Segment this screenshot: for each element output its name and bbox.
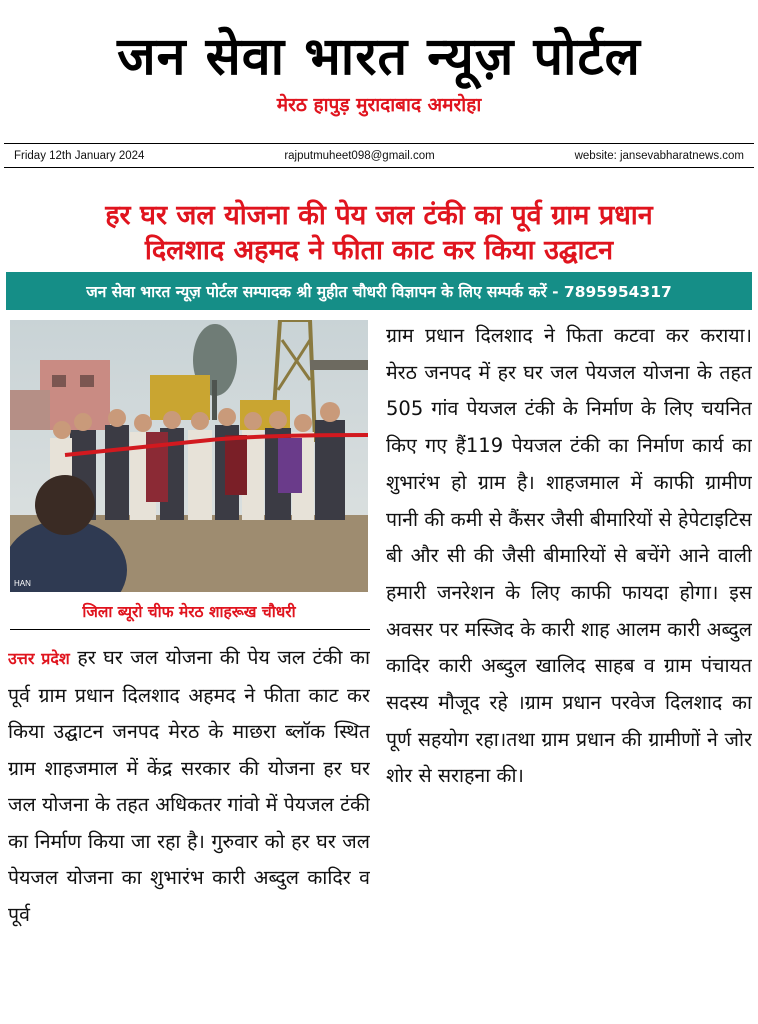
column-divider [10, 629, 370, 630]
headline-line-2: दिलशाद अहमद ने फीता काट कर किया उद्घाटन [144, 235, 614, 266]
article-body-left-column [8, 640, 370, 1024]
dateline-kicker: उत्तर प्रदेश [8, 649, 70, 668]
headline-line-1: हर घर जल योजना की पेय जल टंकी का पूर्व ग्राम प्रधान [105, 200, 653, 231]
editor-contact-banner: जन सेवा भारत न्यूज़ पोर्टल सम्पादक श्री मुहीत चौधरी विज्ञापन के लिए सम्पर्क करें - 7895954317 [6, 272, 752, 310]
article-headline [0, 198, 758, 268]
photo-caption: जिला ब्यूरो चीफ मेरठ शाहरूख चौधरी [82, 603, 296, 621]
photo-watermark: HAN [14, 579, 31, 588]
newspaper-subtitle: मेरठ हापुड़ मुरादाबाद अमरोहा [276, 93, 482, 116]
masthead [0, 27, 758, 117]
ribbon-cutting-photo [10, 320, 368, 592]
issue-date: Friday 12th January 2024 [14, 149, 145, 162]
photo-illustration [10, 320, 368, 592]
article-body-left: हर घर जल योजना की पेय जल टंकी का पूर्व ग्राम प्रधान दिलशाद अहमद ने फीता काट कर किया उद्घाटन जनपद मेरठ के माछरा ब्लॉक स्थित ग्राम शाहजमाल में केंद्र सरकार की योजना हर घर जल योजना के तहत अधिकतर गांवो में पेयजल टंकी का निर्माण किया जा रहा है। गुरुवार को हर घर जल पेयजल योजना का शुभारंभ कारी अब्दुल कादिर व पूर्व [8, 646, 370, 926]
article-body-right-column: ग्राम प्रधान दिलशाद ने फिता कटवा कर कराया। मेरठ जनपद में हर घर जल पेयजल योजना के तहत 505 गांव पेयजल टंकी के निर्माण के लिए चयनित किए गए हैं119 पेयजल टंकी का निर्माण कार्य का शुभारंभ हो ग्राम है। शाहजमाल में काफी ग्रामीण पानी की कमी से कैंसर जैसी बीमारियों से हेपेटाइटिस बी और सी की जैसी बीमारियों से बचेंगे आने वाली हमारी जनरेशन के लिए काफी फायदा होगा। इस अवसर पर मस्जिद के कारी शाह आलम कारी अब्दुल कादिर कारी अब्दुल खालिद साहब व ग्राम पंचायत सदस्य मौजूद रहे ।ग्राम प्रधान परवेज दिलशाद का पूर्ण सहयोग रहा।तथा ग्राम प्रधान की ग्रामीणों ने जोर शोर से सराहना की। [386, 324, 752, 788]
newspaper-title: जन सेवा भारत न्यूज़ पोर्टल [117, 27, 641, 87]
contact-email: rajputmuheet098@gmail.com [284, 149, 435, 162]
dateline-bar [4, 143, 754, 168]
website-url: website: jansevabharatnews.com [574, 149, 744, 162]
